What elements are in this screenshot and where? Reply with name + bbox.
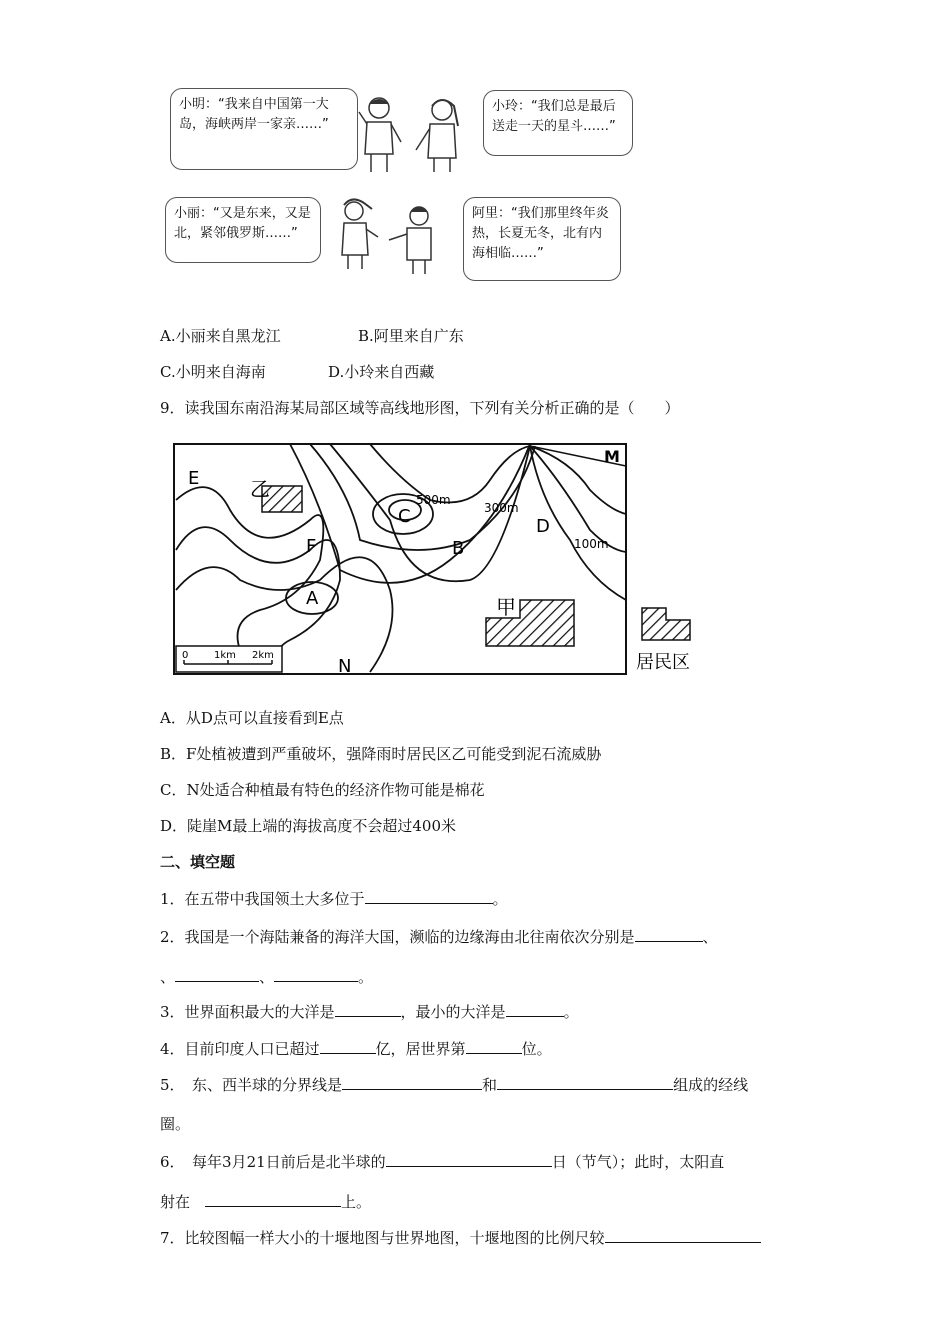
fill-q2-sep3: 、 xyxy=(259,968,275,986)
figure-girl2-icon xyxy=(330,195,380,271)
fill-q5-cont: 圈。 xyxy=(160,1115,191,1133)
q9-stem: 9．读我国东南沿海某局部区域等高线地形图，下列有关分析正确的是（ ） xyxy=(160,399,680,417)
legend-settlement-icon xyxy=(642,608,690,640)
fill-q5-blank1 xyxy=(342,1073,482,1090)
fill-q6-end: 上。 xyxy=(341,1193,372,1211)
q8-option-c: C.小明来自海南 xyxy=(160,363,266,381)
scale-label-0: 0 xyxy=(182,650,189,661)
fill-q5-text: 5． 东、西半球的分界线是 xyxy=(160,1076,343,1094)
speech-bubble-xiaoli xyxy=(165,197,321,263)
fill-q7 xyxy=(160,1226,761,1249)
q9-option-d: D．陡崖M最上端的海拔高度不会超过400米 xyxy=(160,817,457,835)
fill-q6-text: 6． 每年3月21日前后是北半球的 xyxy=(160,1153,386,1171)
fill-q1-blank xyxy=(365,887,493,904)
map-label-yi: 乙 xyxy=(250,477,270,501)
q8-options-row1 xyxy=(160,325,464,347)
fill-q2-blank1 xyxy=(635,925,703,942)
fill-q6 xyxy=(160,1150,724,1173)
figure-girl-icon xyxy=(412,92,470,174)
map-label-b: B xyxy=(452,538,465,559)
map-label-c: C xyxy=(398,506,411,527)
scale-label-1km: 1km xyxy=(214,650,236,661)
map-label-m: M xyxy=(604,447,620,466)
speech-bubble-ali xyxy=(463,197,621,281)
map-label-d: D xyxy=(536,516,550,537)
fill-q6-text3: 射在 xyxy=(160,1193,206,1211)
ali-text: 阿里：“我们那里终年炎热，长夏无冬，北有内海相临……” xyxy=(472,206,609,261)
fill-q4-text: 4．目前印度人口已超过 xyxy=(160,1040,320,1058)
map-label-100m: 100m xyxy=(574,537,609,551)
q8-option-b: B.阿里来自广东 xyxy=(358,327,464,345)
xiaoli-text: 小丽：“又是东来，又是北，紧邻俄罗斯……” xyxy=(174,206,311,241)
fill-q1-end: 。 xyxy=(492,890,508,908)
fill-q6-blank1 xyxy=(386,1150,552,1167)
fill-q2-end: 。 xyxy=(358,968,374,986)
fill-q4-end: 位。 xyxy=(521,1040,552,1058)
map-label-f: F xyxy=(306,536,317,557)
scale-label-2km: 2km xyxy=(252,650,274,661)
fill-q3-blank1 xyxy=(335,1000,401,1017)
q9-option-b: B．F处植被遭到严重破坏，强降雨时居民区乙可能受到泥石流威胁 xyxy=(160,745,602,763)
map-label-jia: 甲 xyxy=(496,595,516,619)
fill-q2-cont xyxy=(160,965,373,988)
speech-bubble-xiaoming xyxy=(170,88,358,170)
fill-q3-end: 。 xyxy=(563,1003,579,1021)
fill-q6-blank2 xyxy=(205,1190,341,1207)
fill-q3-blank2 xyxy=(506,1000,564,1017)
fill-q3-text2: ，最小的大洋是 xyxy=(400,1003,506,1021)
xiaoling-text: 小玲：“我们总是最后送走一天的星斗……” xyxy=(492,99,616,134)
fill-q1 xyxy=(160,887,508,910)
map-label-n: N xyxy=(338,656,352,676)
map-label-e: E xyxy=(188,468,200,489)
map-label-a: A xyxy=(306,588,319,609)
fill-q2 xyxy=(160,925,718,948)
fill-q4-blank2 xyxy=(466,1037,522,1054)
fill-q4 xyxy=(160,1037,552,1060)
xiaoming-text: 小明：“我来自中国第一大岛，海峡两岸一家亲……” xyxy=(179,97,329,132)
fill-q3 xyxy=(160,1000,579,1023)
section-title: 二、填空题 xyxy=(160,853,236,871)
fill-q4-blank1 xyxy=(320,1037,376,1054)
fill-q3-text: 3．世界面积最大的大洋是 xyxy=(160,1003,335,1021)
fill-q5-text3: 组成的经线 xyxy=(673,1076,749,1094)
fill-q2-sep1: 、 xyxy=(702,928,718,946)
contour-map xyxy=(170,440,700,676)
map-label-500m: 500m xyxy=(416,493,451,507)
speech-bubble-xiaoling xyxy=(483,90,633,156)
fill-q5 xyxy=(160,1073,748,1096)
q9-option-a: A．从D点可以直接看到E点 xyxy=(160,709,344,727)
fill-q2-sep2: 、 xyxy=(160,968,176,986)
fill-q5-text2: 和 xyxy=(482,1076,498,1094)
figure-boy-icon xyxy=(355,92,405,174)
fill-q6-text2: 日（节气）；此时，太阳直 xyxy=(551,1153,725,1171)
q8-options-row2 xyxy=(160,361,435,383)
figure-boy2-icon xyxy=(385,200,443,276)
q8-option-d: D.小玲来自西藏 xyxy=(328,363,435,381)
fill-q4-text2: 亿，居世界第 xyxy=(375,1040,466,1058)
fill-q6-cont xyxy=(160,1190,371,1213)
fill-q2-blank3 xyxy=(274,965,358,982)
q9-option-c: C．N处适合种植最有特色的经济作物可能是棉花 xyxy=(160,781,485,799)
fill-q2-blank2 xyxy=(175,965,259,982)
map-label-300m: 300m xyxy=(484,501,519,515)
fill-q5-blank2 xyxy=(497,1073,673,1090)
fill-q7-text: 7．比较图幅一样大小的十堰地图与世界地图，十堰地图的比例尺较 xyxy=(160,1229,605,1247)
fill-q2-text: 2．我国是一个海陆兼备的海洋大国，濒临的边缘海由北往南依次分别是 xyxy=(160,928,635,946)
fill-q7-blank xyxy=(605,1226,761,1243)
legend-label: 居民区 xyxy=(636,652,690,673)
fill-q1-text: 1．在五带中我国领土大多位于 xyxy=(160,890,365,908)
q8-option-a: A.小丽来自黑龙江 xyxy=(160,327,281,345)
